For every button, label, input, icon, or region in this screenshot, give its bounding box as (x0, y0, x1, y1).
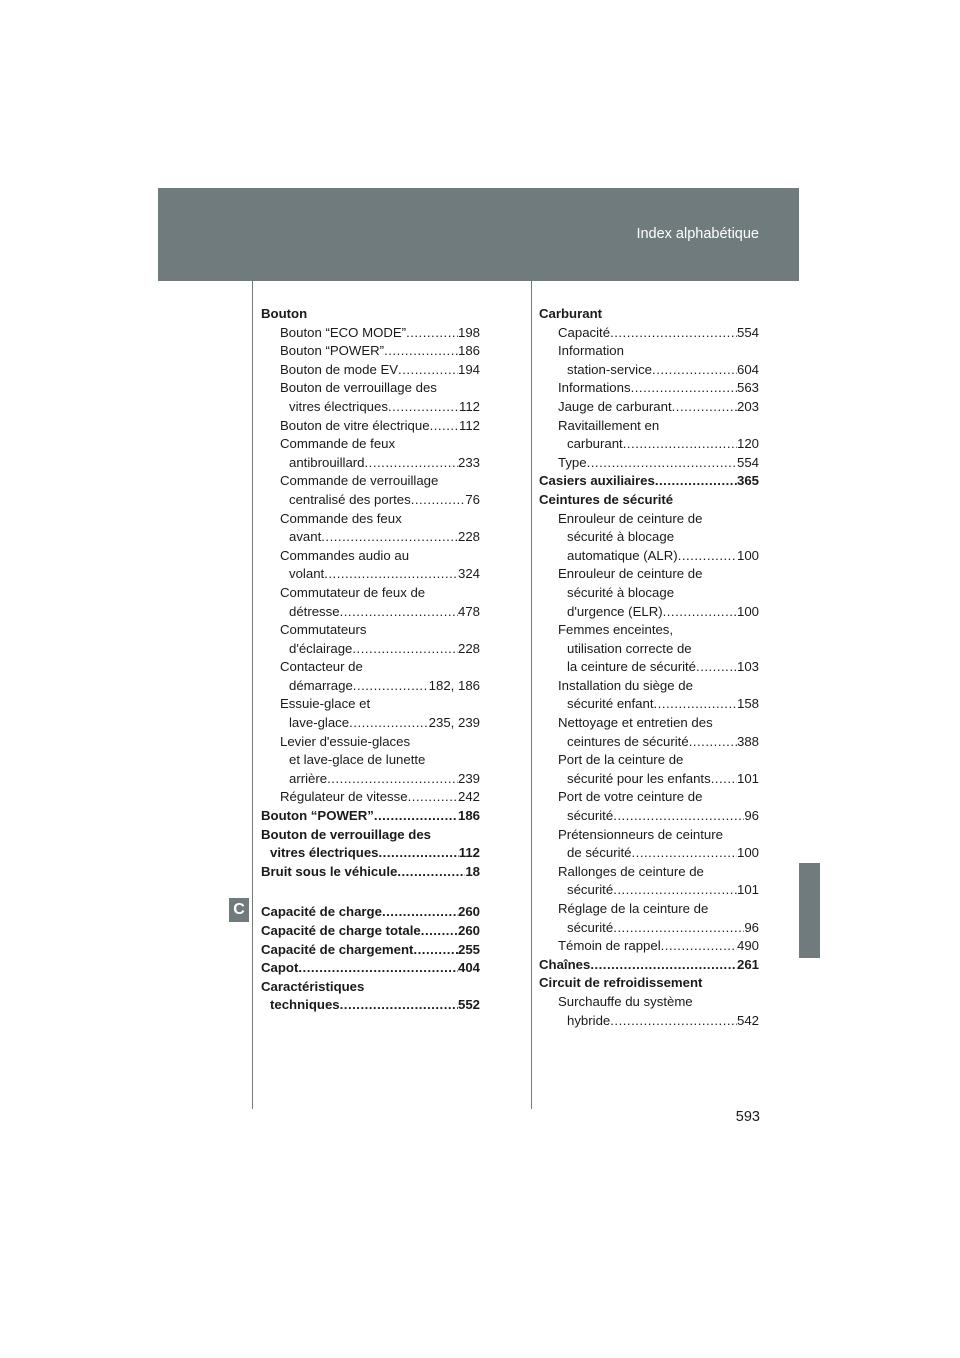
index-entry-bouton (261, 305, 480, 324)
index-entry-line (539, 547, 759, 566)
leader-dots (406, 324, 458, 343)
entry-text: Prétensionneurs de ceinture (558, 826, 723, 842)
page-reference: 96 (744, 919, 759, 935)
page-header (158, 188, 799, 281)
index-entry-temoin (539, 937, 759, 956)
entry-text: sécurité à blocage (567, 529, 675, 545)
index-entry-line (539, 881, 759, 900)
leader-dots (655, 472, 737, 491)
leader-dots (421, 922, 458, 941)
index-entry-line (261, 491, 480, 510)
index-entry-rallong (539, 863, 759, 900)
index-entry-line (261, 547, 480, 566)
entry-text: Capacité de chargement (261, 941, 414, 957)
entry-text: Commande de feux (280, 436, 396, 452)
index-entry-line (539, 974, 759, 993)
leader-dots (590, 956, 737, 975)
leader-dots (696, 658, 737, 677)
entry-text: Essuie-glace et (280, 696, 371, 712)
index-entry-essuie (261, 695, 480, 732)
index-entry-caract (261, 978, 480, 1015)
index-entry-feux (261, 435, 480, 472)
entry-text: centralisé des portes (289, 491, 411, 507)
page-reference: 18 (465, 863, 480, 879)
index-entry-ravit (539, 417, 759, 454)
page-reference: 158 (736, 696, 759, 712)
page-reference: 388 (736, 733, 759, 749)
index-entry-line (539, 454, 759, 473)
index-entry-line (539, 770, 759, 789)
entry-text: Commutateur de feux de (280, 584, 426, 600)
page-reference: 242 (457, 789, 480, 805)
entry-text: Enrouleur de ceinture de (558, 566, 703, 582)
index-entry-levier (261, 733, 480, 789)
entry-text: Témoin de rappel (558, 938, 661, 954)
page-reference: 324 (457, 566, 480, 582)
leader-dots (379, 844, 459, 863)
leader-dots (652, 361, 737, 380)
leader-dots (623, 435, 737, 454)
index-entry-line (261, 826, 480, 845)
leader-dots (340, 996, 458, 1015)
leader-dots (430, 417, 459, 436)
entry-text: Bouton de mode EV (280, 361, 399, 377)
entry-text: Surchauffe du système (558, 993, 693, 1009)
page-reference: 100 (736, 547, 759, 563)
index-entry-infos (539, 379, 759, 398)
middle-rule (531, 281, 532, 1109)
page-number: 593 (735, 1109, 760, 1125)
page-reference: 186 (457, 808, 480, 824)
index-entry-line (261, 379, 480, 398)
index-entry-line (539, 528, 759, 547)
index-entry-line (539, 658, 759, 677)
entry-text: sécurité (567, 919, 614, 935)
page-reference: 478 (457, 603, 480, 619)
index-entry-line (539, 900, 759, 919)
entry-text: Levier d'essuie-glaces (280, 733, 411, 749)
entry-text: Informations (558, 380, 631, 396)
index-entry-elr (539, 565, 759, 621)
index-entry-femmes (539, 621, 759, 677)
entry-text: lave-glace (289, 715, 350, 731)
page-reference: 194 (457, 361, 480, 377)
leader-dots (298, 959, 458, 978)
entry-text: Port de votre ceinture de (558, 789, 703, 805)
page-reference: 186 (457, 343, 480, 359)
leader-dots (689, 733, 737, 752)
index-entry-line (261, 435, 480, 454)
entry-text: Ravitaillement en (558, 417, 660, 433)
entry-text: carburant (567, 436, 623, 452)
entry-text: Bouton de verrouillage des (261, 826, 432, 842)
page-reference: 233 (457, 454, 480, 470)
index-entry-power1 (261, 342, 480, 361)
leader-dots (610, 1012, 737, 1031)
page-reference: 365 (736, 473, 759, 489)
entry-text: de sécurité (567, 845, 632, 861)
index-entry-line (261, 978, 480, 997)
page-reference: 120 (736, 436, 759, 452)
index-entry-line (539, 956, 759, 975)
entry-text: ceintures de sécurité (567, 733, 689, 749)
page-reference: 76 (465, 491, 480, 507)
entry-text: techniques (270, 997, 340, 1013)
index-entry-line (261, 863, 480, 882)
page-reference: 261 (736, 956, 759, 972)
index-entry-type (539, 454, 759, 473)
leader-dots (661, 937, 737, 956)
index-entry-line (261, 941, 480, 960)
entry-text: avant (289, 529, 322, 545)
entry-text: Réglage de la ceinture de (558, 901, 709, 916)
index-entry-line (261, 807, 480, 826)
index-entry-line (539, 472, 759, 491)
index-entry-line (539, 565, 759, 584)
index-entry-line (261, 714, 480, 733)
entry-text: sécurité enfant (567, 696, 654, 712)
leader-dots (398, 361, 458, 380)
index-entry-line (539, 342, 759, 361)
leader-dots (408, 788, 458, 807)
index-entry-line (539, 714, 759, 733)
leader-dots (382, 903, 458, 922)
entry-text: Bouton de vitre électrique (280, 417, 430, 433)
leader-dots (711, 770, 737, 789)
leader-dots (672, 398, 737, 417)
entry-text: Information (558, 343, 624, 359)
index-entry-port2 (539, 788, 759, 825)
index-entry-line (539, 621, 759, 640)
leader-dots (321, 528, 458, 547)
index-entry-line (539, 788, 759, 807)
page-reference: 260 (457, 904, 480, 920)
entry-text: d'urgence (ELR) (567, 603, 663, 619)
index-entry-line (539, 993, 759, 1012)
index-entry-capch (261, 903, 480, 922)
entry-text: vitres électriques (270, 845, 379, 861)
entry-text: Enrouleur de ceinture de (558, 510, 703, 526)
index-entry-capct (261, 922, 480, 941)
index-entry-eclair (261, 621, 480, 658)
entry-text: sécurité pour les enfants (567, 770, 711, 786)
leader-dots (324, 565, 458, 584)
index-entry-line (261, 658, 480, 677)
entry-text: vitres électriques (289, 398, 388, 414)
index-entry-line (261, 472, 480, 491)
index-entry-line (261, 510, 480, 529)
leader-dots (374, 807, 458, 826)
index-entry-install (539, 677, 759, 714)
index-gap (261, 881, 480, 903)
index-entry-line (261, 640, 480, 659)
page-reference: 112 (458, 398, 480, 414)
index-entry-detresse (261, 584, 480, 621)
index-entry-line (261, 751, 480, 770)
index-entry-line (539, 826, 759, 845)
index-entry-line (261, 305, 480, 324)
index-entry-line (539, 733, 759, 752)
leader-dots (613, 919, 744, 938)
entry-text: Casiers auxiliaires (539, 473, 655, 489)
index-entry-line (261, 677, 480, 696)
entry-text: sécurité (567, 882, 614, 898)
index-entry-line (261, 417, 480, 436)
leader-dots (678, 547, 737, 566)
index-entry-line (261, 996, 480, 1015)
index-entry-line (261, 454, 480, 473)
entry-text: Bruit sous le véhicule (261, 863, 398, 879)
entry-text: Capacité de charge (261, 904, 382, 920)
index-entry-line (539, 324, 759, 343)
index-entry-line (539, 863, 759, 882)
index-entry-line (261, 565, 480, 584)
index-entry-line (539, 844, 759, 863)
index-entry-line (539, 1012, 759, 1031)
index-entry-line (539, 751, 759, 770)
entry-text: Rallonges de ceinture de (558, 863, 704, 879)
entry-text: détresse (289, 603, 340, 619)
page-reference: 604 (736, 361, 759, 377)
entry-text: d'éclairage (289, 640, 353, 656)
leader-dots (663, 603, 737, 622)
index-entry-line (539, 807, 759, 826)
index-entry-capot (261, 959, 480, 978)
index-entry-avant (261, 510, 480, 547)
entry-text: Commande de verrouillage (280, 473, 439, 489)
leader-dots (411, 491, 466, 510)
index-entry-line (261, 844, 480, 863)
entry-text: Type (558, 454, 587, 470)
index-column-left (261, 305, 480, 1015)
entry-text: et lave-glace de lunette (289, 752, 426, 768)
index-column-right (539, 305, 759, 1030)
leader-dots (384, 342, 458, 361)
index-entry-centr (261, 472, 480, 509)
index-entry-port1 (539, 751, 759, 788)
page-reference: 239 (457, 770, 480, 786)
entry-text: Installation du siège de (558, 677, 693, 693)
leader-dots (654, 695, 737, 714)
leader-dots (365, 454, 458, 473)
page-reference: 235, 239 (428, 715, 480, 731)
leader-dots (327, 770, 458, 789)
index-entry-ev (261, 361, 480, 380)
page-reference: 112 (458, 845, 480, 861)
page-reference: 552 (457, 997, 480, 1013)
index-entry-line (539, 435, 759, 454)
index-entry-bruit (261, 863, 480, 882)
index-entry-carb (539, 305, 759, 324)
index-entry-line (539, 398, 759, 417)
entry-text: la ceinture de sécurité (567, 659, 697, 675)
index-entry-line (539, 919, 759, 938)
index-entry-nett (539, 714, 759, 751)
leader-dots (413, 941, 458, 960)
page-reference: 404 (457, 960, 480, 976)
index-entry-line (261, 903, 480, 922)
index-entry-vitre (261, 417, 480, 436)
page-reference: 554 (736, 324, 759, 340)
index-entry-line (261, 959, 480, 978)
entry-text: utilisation correcte de (567, 640, 692, 656)
entry-text: Caractéristiques (261, 978, 365, 994)
entry-text: station-service (567, 361, 653, 377)
index-entry-line (261, 324, 480, 343)
entry-text: Bouton “ECO MODE” (280, 324, 407, 340)
index-entry-line (539, 640, 759, 659)
page-reference: 100 (736, 603, 759, 619)
page-reference: 101 (736, 770, 759, 786)
index-entry-line (261, 695, 480, 714)
index-entry-capcm (261, 941, 480, 960)
entry-text: Capot (261, 960, 299, 976)
entry-text: Chaînes (539, 956, 591, 972)
index-entry-line (261, 621, 480, 640)
index-entry-reglage (539, 900, 759, 937)
page-reference: 96 (744, 808, 759, 824)
index-entry-eco (261, 324, 480, 343)
index-entry-line (261, 398, 480, 417)
page-reference: 260 (457, 923, 480, 938)
index-entry-line (539, 305, 759, 324)
index-entry-line (539, 379, 759, 398)
section-side-tab (799, 863, 820, 958)
page-reference: 103 (736, 659, 759, 675)
entry-text: Nettoyage et entretien des (558, 715, 713, 731)
index-entry-line (539, 937, 759, 956)
page-reference: 255 (457, 941, 480, 957)
index-entry-demarr (261, 658, 480, 695)
index-entry-capac (539, 324, 759, 343)
entry-text: Commande des feux (280, 510, 402, 526)
entry-text: Commandes audio au (280, 547, 410, 563)
entry-text: Contacteur de (280, 659, 363, 675)
entry-text: Bouton “POWER” (280, 343, 385, 359)
index-entry-line (261, 342, 480, 361)
entry-text: Ceintures de sécurité (539, 491, 674, 507)
index-entry-ceint (539, 491, 759, 510)
index-entry-regul (261, 788, 480, 807)
entry-text: arrière (289, 770, 328, 786)
leader-dots (353, 677, 429, 696)
entry-text: Port de la ceinture de (558, 752, 684, 768)
letter-tab: C (229, 898, 249, 922)
entry-text: hybride (567, 1012, 611, 1028)
index-entry-line (261, 584, 480, 603)
index-entry-line (539, 361, 759, 380)
index-entry-jauge (539, 398, 759, 417)
index-entry-circuit (539, 974, 759, 993)
entry-text: sécurité à blocage (567, 584, 675, 600)
index-entry-line (261, 528, 480, 547)
index-entry-chaines (539, 956, 759, 975)
leader-dots (632, 844, 737, 863)
left-rule (252, 281, 253, 1109)
entry-text: Circuit de refroidissement (539, 975, 703, 991)
index-entry-line (539, 603, 759, 622)
page-reference: 554 (736, 454, 759, 470)
index-entry-line (539, 417, 759, 436)
leader-dots (613, 807, 744, 826)
index-entry-line (261, 733, 480, 752)
entry-text: démarrage (289, 677, 353, 693)
entry-text: Bouton de verrouillage des (280, 380, 437, 396)
index-entry-line (261, 603, 480, 622)
leader-dots (631, 379, 737, 398)
page-reference: 228 (457, 529, 480, 545)
leader-dots (613, 881, 737, 900)
leader-dots (388, 398, 459, 417)
index-entry-line (261, 922, 480, 941)
header-title: Index alphabétique (636, 226, 759, 242)
index-entry-verr1 (261, 379, 480, 416)
page-reference: 100 (736, 845, 759, 861)
entry-text: sécurité (567, 808, 614, 824)
page-reference: 228 (457, 640, 480, 656)
entry-text: Capacité de charge totale (261, 923, 421, 938)
index-entry-line (539, 584, 759, 603)
index-entry-surch (539, 993, 759, 1030)
leader-dots (610, 324, 737, 343)
index-entry-power2 (261, 807, 480, 826)
entry-text: Carburant (539, 306, 603, 321)
index-entry-line (261, 770, 480, 789)
leader-dots (352, 640, 458, 659)
entry-text: Régulateur de vitesse (280, 789, 408, 805)
index-entry-line (539, 510, 759, 529)
index-entry-line (539, 677, 759, 696)
page-reference: 563 (736, 380, 759, 396)
leader-dots (340, 603, 458, 622)
index-entry-casiers (539, 472, 759, 491)
page-reference: 182, 186 (428, 677, 480, 693)
leader-dots (349, 714, 429, 733)
page-reference: 101 (736, 882, 759, 898)
entry-text: Femmes enceintes, (558, 622, 674, 638)
index-entry-alr (539, 510, 759, 566)
entry-text: antibrouillard (289, 454, 365, 470)
entry-text: automatique (ALR) (567, 547, 678, 563)
entry-text: Bouton “POWER” (261, 808, 374, 824)
index-entry-line (261, 361, 480, 380)
index-entry-audio (261, 547, 480, 584)
entry-text: Jauge de carburant (558, 398, 672, 414)
page-reference: 490 (736, 938, 759, 954)
index-entry-line (539, 491, 759, 510)
index-entry-info (539, 342, 759, 379)
leader-dots (397, 863, 465, 882)
leader-dots (587, 454, 737, 473)
entry-text: Commutateurs (280, 622, 367, 638)
entry-text: volant (289, 566, 325, 582)
index-entry-line (539, 695, 759, 714)
page-reference: 203 (736, 398, 759, 414)
page-reference: 542 (736, 1012, 759, 1028)
entry-text: Capacité (558, 324, 611, 340)
index-entry-line (261, 788, 480, 807)
index-entry-preten (539, 826, 759, 863)
page-reference: 112 (458, 417, 480, 433)
page-reference: 198 (457, 324, 480, 340)
entry-text: Bouton (261, 306, 308, 321)
index-entry-verr2 (261, 826, 480, 863)
